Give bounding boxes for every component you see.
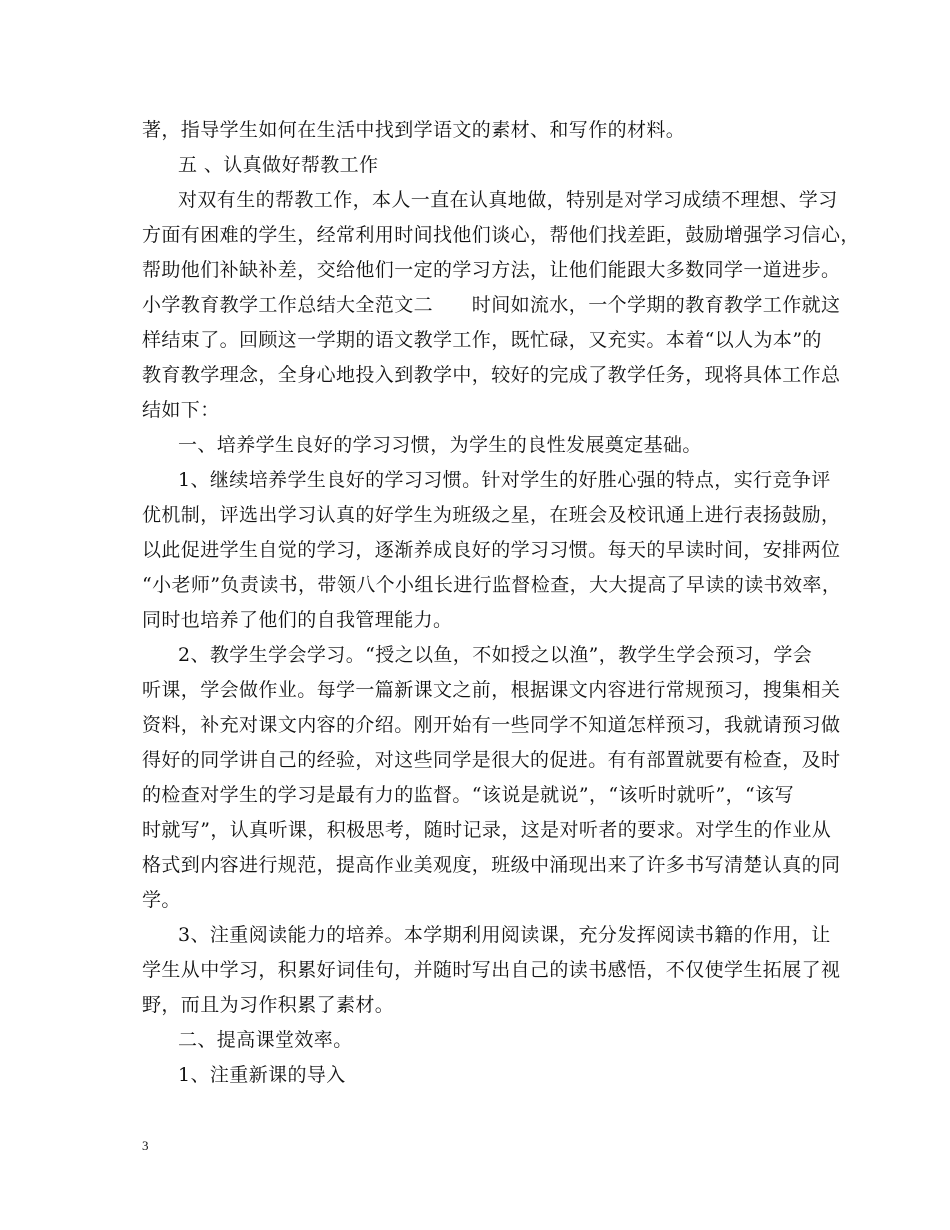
text-line: 学生从中学习，积累好词佳句，并随时写出自己的读书感悟，不仅使学生拓展了视 xyxy=(142,959,841,981)
text-line: 时就写”，认真听课，积极思考，随时记录，这是对听者的要求。对学生的作业从 xyxy=(142,819,832,841)
text-line: 以此促进学生自觉的学习，逐渐养成良好的学习习惯。每天的早读时间，安排两位 xyxy=(142,539,841,561)
text-line: 2、教学生学会学习。“授之以鱼，不如授之以渔”，教学生学会预习，学会 xyxy=(178,644,813,666)
text-line: 学。 xyxy=(142,889,181,911)
text-line: 优机制，评选出学习认真的好学生为班级之星，在班会及校讯通上进行表扬鼓励， xyxy=(142,504,841,526)
section-heading: 二、提高课堂效率。 xyxy=(178,1029,353,1051)
section-heading: 五 、认真做好帮教工作 xyxy=(178,154,379,176)
text-line: 帮助他们补缺补差，交给他们一定的学习方法，让他们能跟大多数同学一道进步。 xyxy=(142,259,841,281)
text-line: “小老师”负责读书，带领八个小组长进行监督检查，大大提高了早读的读书效率， xyxy=(142,574,842,596)
text-line: 资料，补充对课文内容的介绍。刚开始有一些同学不知道怎样预习，我就请预习做 xyxy=(142,714,841,736)
text-line: 方面有困难的学生，经常利用时间找他们谈心，帮他们找差距，鼓励增强学习信心， xyxy=(142,224,860,246)
text-line: 的检查对学生的学习是最有力的监督。“该说是就说”，“该听时就听”，“该写 xyxy=(142,784,794,806)
text-line: 野，而且为习作积累了素材。 xyxy=(142,994,395,1016)
text-line: 著，指导学生如何在生活中找到学语文的素材、和写作的材料。 xyxy=(142,119,686,141)
text-line: 3、注重阅读能力的培养。本学期利用阅读课，充分发挥阅读书籍的作用，让 xyxy=(178,924,831,946)
page-number: 3 xyxy=(142,1138,149,1153)
text-line: 小学教育教学工作总结大全范文二 时间如流水，一个学期的教育教学工作就这 xyxy=(142,294,841,316)
text-line: 得好的同学讲自己的经验，对这些同学是很大的促进。有有部置就要有检查，及时 xyxy=(142,749,841,771)
text-line: 1、继续培养学生良好的学习习惯。针对学生的好胜心强的特点，实行竞争评 xyxy=(178,469,831,491)
section-heading: 1、注重新课的导入 xyxy=(178,1064,346,1086)
section-heading: 一、培养学生良好的学习习惯，为学生的良性发展奠定基础。 xyxy=(178,434,702,456)
text-line: 样结束了。回顾这一学期的语文教学工作，既忙碌，又充实。本着“以人为本”的 xyxy=(142,329,822,351)
text-line: 同时也培养了他们的自我管理能力。 xyxy=(142,609,453,631)
text-line: 格式到内容进行规范，提高作业美观度，班级中涌现出来了许多书写清楚认真的同 xyxy=(142,854,841,876)
text-line: 听课，学会做作业。每学一篇新课文之前，根据课文内容进行常规预习，搜集相关 xyxy=(142,679,841,701)
text-line: 对双有生的帮教工作，本人一直在认真地做，特别是对学习成绩不理想、学习 xyxy=(178,189,838,211)
text-line: 结如下： xyxy=(142,399,220,421)
text-line: 教育教学理念，全身心地投入到教学中，较好的完成了教学任务，现将具体工作总 xyxy=(142,364,841,386)
